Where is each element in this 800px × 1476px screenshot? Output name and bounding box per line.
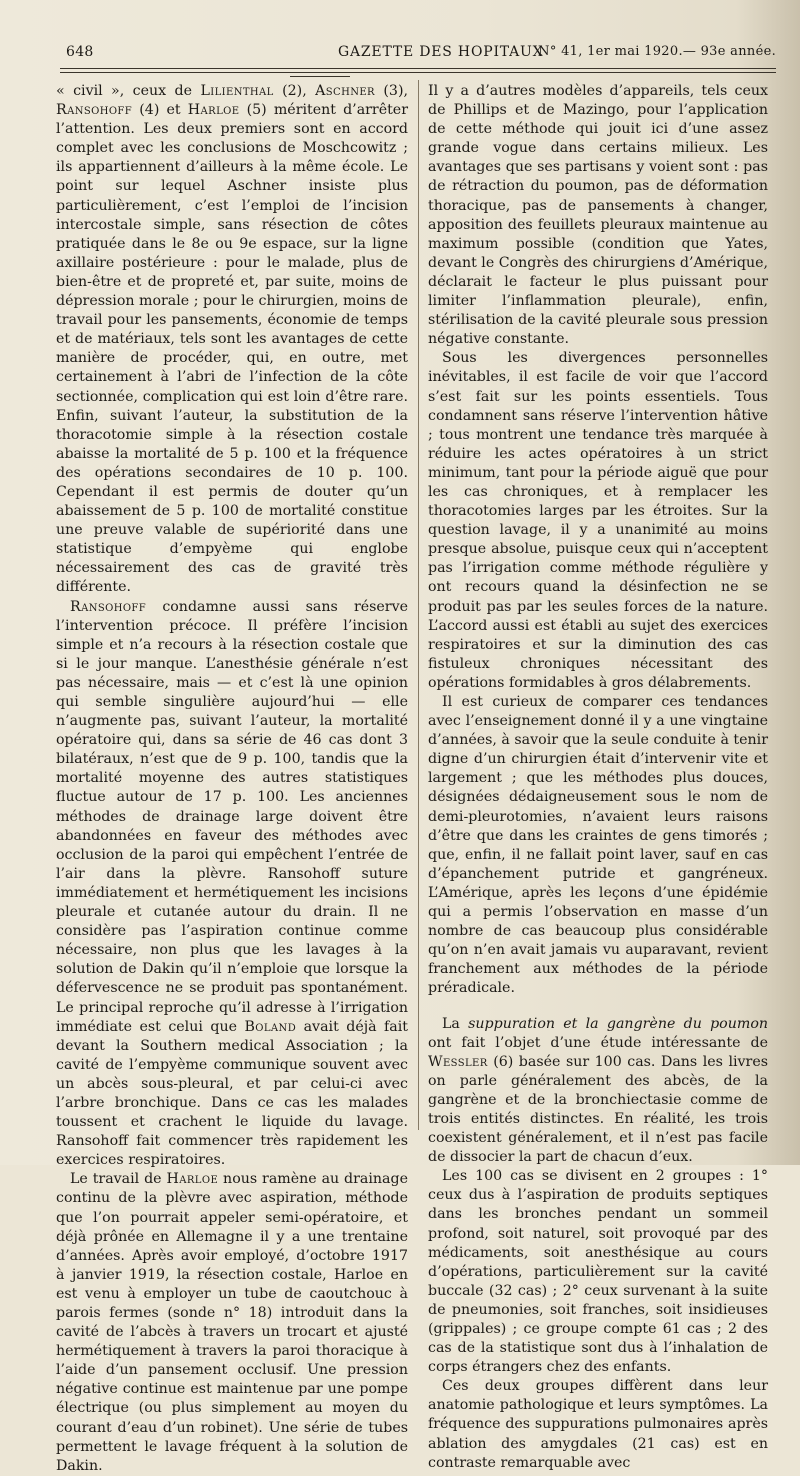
author-name: Harloe — [187, 102, 240, 119]
paragraph: La suppuration et la gangrène du poumon ont fait l’objet d’une étude intéressante de Wessler (6) basée sur 100 cas. Dans les livres on parle généralement des abcès, de la gangrène et de la bronchiectasie comme de trois entités distinctes. En réalité, les trois coexistent généralement, et il n’est pas facile de dissocier la part de chacun d’eux. — [428, 1015, 768, 1166]
journal-title: GAZETTE DES HOPITAUX — [338, 44, 544, 60]
paragraph: « civil », ceux de Lilienthal (2), Aschner (3), Ransohoff (4) et Harloe (5) méritent d’arrêter l’attention. Les deux premiers sont en accord complet avec les conclusions de Moschcowitz ; ils appartiennent d’ailleurs à la même école. Le point sur lequel Aschner insiste plus particulièrement, c’est l’emploi de l’incision intercostale simple, sans résection de côtes pratiquée dans le 8e ou 9e espace, sur la ligne axillaire postérieure : pour le malade, plus de bien-être et de propreté et, par suite, moins de dépression morale ; pour le chirurgien, moins de travail pour les pansements, économie de temps et de matériaux, tels sont les avantages de cette manière de procéder, qui, en outre, met certainement à l’abri de l’infection de la côte sectionnée, complication qui est loin d’être rare. Enfin, suivant l’auteur, la substitution de la thoracotomie simple à la résection costale abaisse la mortalité de 5 p. 100 et la fréquence des opérations secondaires de 10 p. 100. Cependant il est permis de douter qu’un abaissement de 5 p. 100 de mortalité constitue une preuve valable de supériorité dans une statistique d’empyème qui englobe nécessairement des cas de gravité très différente. — [56, 83, 408, 596]
author-name: Ransohoff — [70, 598, 147, 615]
paragraph: Il est curieux de comparer ces tendances avec l’enseignement donné il y a une vingtaine d’années, à savoir que la seule conduite à tenir digne d’un chirurgien était d’intervenir vite et largement ; que les méthodes plus douces, désignées dédaigneusement sous le nom de demi-pleurotomies, n’avaient leurs raisons d’être que dans les craintes de gens timorés ; que, enfin, il ne fallait point laver, sauf en cas d’épanchement putride et gangréneux. L’Amérique, après les leçons d’une épidémie qui a permis l’observation en masse d’un nombre de cas beaucoup plus considérable qu’on n’en avait jamais vu auparavant, revient franchement aux méthodes de la période préradicale. — [428, 694, 768, 997]
author-name: Aschner — [315, 83, 375, 99]
page-number: 648 — [66, 44, 94, 60]
header-rule-double — [60, 72, 776, 73]
paragraph: Ransohoff condamne aussi sans réserve l’intervention précoce. Il préfère l’incision simple et n’a recours à la résection costale que si le jour manque. L’anesthésie générale n’est pas nécessaire, mais — et c’est là une opinion qui semble singulière aujourd’hui — elle n’augmente pas, suivant l’auteur, la mortalité opératoire qui, dans sa série de 46 cas dont 3 bilatéraux, n’est que de 9 p. 100, tandis que la mortalité moyenne des autres statistiques fluctue autour de 17 p. 100. Les anciennes méthodes de drainage large doivent être abandonnées en faveur des méthodes avec occlusion de la paroi qui empêchent l’entrée de l’air dans la plèvre. Ransohoff suture immédiatement et hermétiquement les incisions pleurale et cutanée autour du drain. Il ne considère pas l’aspiration continue comme nécessaire, non plus que les lavages à la solution de Dakin qu’il n’emploie que lorsque la défervescence ne se produit pas spontanément. Le principal reproche qu’il adresse à l’irrigation immédiate est celui que Boland avait déjà fait devant la Southern medical Association ; la cavité de l’empyème communique souvent avec un abcès sous-pleural, et par celui-ci avec l’arbre bronchique. Dans ce cas les malades toussent et crachent le liquide du lavage. Ransohoff fait commencer très rapidement les exercices respiratoires. — [56, 598, 409, 1169]
left-column — [56, 82, 408, 1476]
paragraph: Ces deux groupes diffèrent dans leur anatomie pathologique et leurs symptômes. La fréquence des suppurations pulmonaires après ablation des amygdales (21 cas) est en contraste remarquable avec — [428, 1378, 768, 1471]
issue-info: N° 41, 1er mai 1920.— 93e année. — [538, 44, 776, 59]
header-rule — [60, 68, 776, 69]
right-column — [428, 82, 768, 1473]
author-name: Lilienthal — [200, 83, 274, 99]
paragraph: Il y a d’autres modèles d’appareils, tels ceux de Phillips et de Mazingo, pour l’application de cette méthode qui jouit ici d’une assez grande vogue dans certains milieux. Les avantages que ses partisans y voient sont : pas de rétraction du poumon, pas de déformation thoracique, pas de pansements à changer, apposition des feuillets pleuraux maintenue au maximum possible (condition que Yates, devant le Congrès des chirurgiens d’Amérique, déclarait le facteur le plus puissant pour limiter l’inflammation pleurale), enfin, stérilisation de la cavité pleurale sous pression négative constante. — [428, 83, 768, 348]
running-header — [56, 40, 776, 66]
author-name: Harloe — [166, 1171, 219, 1188]
author-name: Wessler — [428, 1053, 488, 1070]
column-divider — [418, 80, 419, 1130]
paragraph: Les 100 cas se divisent en 2 groupes : 1° ceux dus à l’aspiration de produits septiques dans les bronches pendant un sommeil profond, soit naturel, soit provoqué par des médicaments, soit anesthésique au cours d’opérations, particulièrement sur la cavité buccale (32 cas) ; 2° ceux survenant à la suite de pneumonies, soit franches, soit insidieuses (grippales) ; ce groupe compte 61 cas ; 2 des cas de la statistique sont dus à l’inhalation de corps étrangers chez des enfants. — [428, 1168, 768, 1376]
header-rule-short — [290, 76, 350, 77]
paragraph: Sous les divergences personnelles inévitables, il est facile de voir que l’accord s’est fait sur les points essentiels. Tous condamnent sans réserve l’intervention hâtive ; tous montrent une tendance très marquée à réduire les actes opératoires à un strict minimum, tant pour la période aiguë que pour les cas chroniques, et à remplacer les thoracotomies larges par les étroites. Sur la question lavage, il y a unanimité au moins presque absolue, puisque ceux qui n’acceptent pas l’irrigation comme méthode régulière y ont recours quand la désinfection ne se produit pas par les seules forces de la nature. L’accord aussi est établi au sujet des exercices respiratoires et sur la diminution des cas fistuleux chroniques nécessitant des opérations formidables à gros délabrements. — [428, 350, 768, 691]
author-name: Boland — [244, 1018, 297, 1035]
paragraph: Le travail de Harloe nous ramène au drainage continu de la plèvre avec aspiration, méthode que l’on pourrait appeler semi-opératoire, et déjà prônée en Allemagne il y a une trentaine d’années. Après avoir employé, d’octobre 1917 à janvier 1919, la résection costale, Harloe en est venu à employer un tube de caoutchouc à parois fermes (sonde n° 18) introduit dans la cavité de l’abcès à travers un trocart et ajusté hermétiquement à travers la paroi thoracique à l’aide d’un pansement occlusif. Une pression négative continue est maintenue par une pompe électrique (ou plus simplement au moyen du courant d’eau d’un robinet). Une série de tubes permettent le lavage fréquent à la solution de Dakin. — [56, 1171, 408, 1474]
italic-phrase: suppuration et la gangrène du poumon — [468, 1015, 768, 1032]
author-name: Ransohoff — [56, 102, 133, 119]
